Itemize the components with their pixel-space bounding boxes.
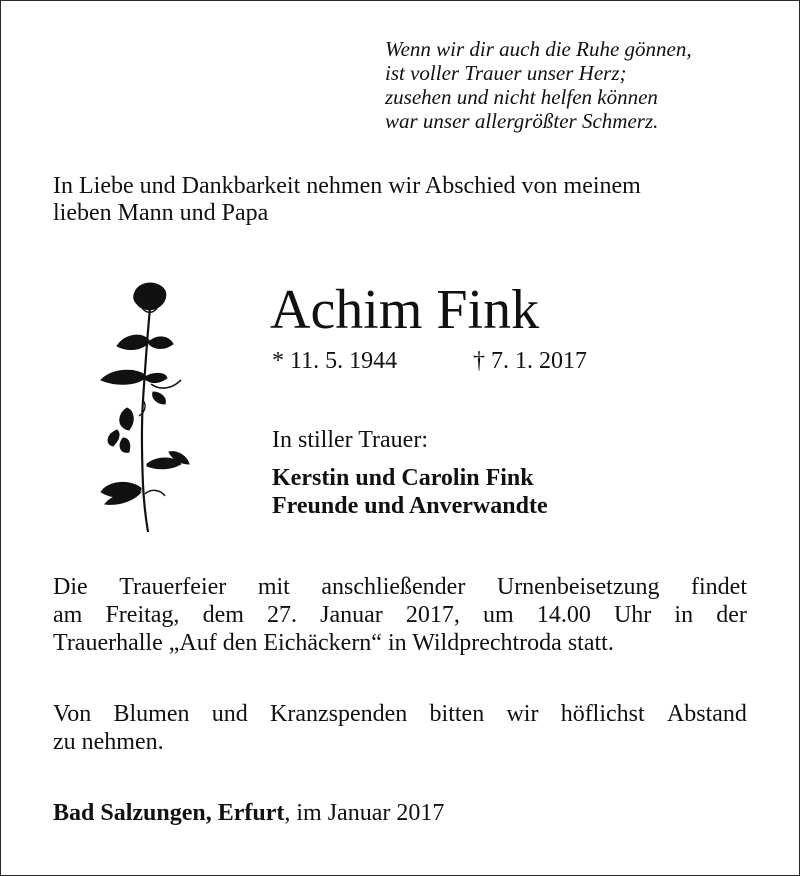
- service-line-1: [53, 573, 747, 601]
- mourning-label: In stiller Trauer:: [272, 427, 428, 453]
- word: der: [716, 602, 747, 628]
- word: am: [53, 602, 83, 628]
- poem: [385, 37, 785, 133]
- closing-line: [53, 798, 444, 828]
- flowers-line-2: zu nehmen.: [53, 729, 164, 755]
- service-announcement: [53, 573, 747, 657]
- flowers-line-1: [53, 700, 747, 728]
- word: 2017,: [405, 602, 460, 628]
- word: in: [674, 602, 694, 628]
- word: um: [483, 602, 514, 628]
- word: bitten: [429, 701, 485, 727]
- word: wir: [506, 701, 539, 727]
- poem-line: war unser allergrößter Schmerz.: [385, 109, 659, 133]
- word: Urnenbeisetzung: [496, 574, 660, 600]
- poem-line: Wenn wir dir auch die Ruhe gönnen,: [385, 37, 692, 61]
- word: Von: [53, 701, 92, 727]
- word: Uhr: [613, 602, 652, 628]
- word: Trauerfeier: [119, 574, 227, 600]
- service-line-3: Trauerhalle „Auf den Eichäckern“ in Wildprechtroda statt.: [53, 630, 614, 656]
- mourners-list: [272, 464, 548, 520]
- mourner-line: Freunde und Anverwandte: [272, 493, 548, 519]
- birth-date: * 11. 5. 1944: [272, 348, 398, 374]
- word: Freitag,: [105, 602, 180, 628]
- word: höflichst: [560, 701, 645, 727]
- death-date: † 7. 1. 2017: [473, 348, 587, 374]
- word: 27.: [267, 602, 298, 628]
- closing-places: Bad Salzungen, Erfurt: [53, 800, 285, 826]
- word: Die: [53, 574, 88, 600]
- flowers-request: [53, 700, 747, 756]
- word: mit: [257, 574, 290, 600]
- closing-date: , im Januar 2017: [284, 800, 445, 826]
- word: Januar: [320, 602, 383, 628]
- word: 14.00: [536, 602, 591, 628]
- deceased-name: Achim Fink: [270, 279, 540, 341]
- poem-line: ist voller Trauer unser Herz;: [385, 61, 627, 85]
- poem-line: zusehen und nicht helfen können: [385, 85, 658, 109]
- word: Blumen: [113, 701, 190, 727]
- mourner-line: Kerstin und Carolin Fink: [272, 465, 534, 491]
- rose-icon: [95, 280, 195, 535]
- word: und: [211, 701, 248, 727]
- word: anschließender: [321, 574, 466, 600]
- word: dem: [202, 602, 244, 628]
- word: Kranzspenden: [270, 701, 408, 727]
- word: findet: [691, 574, 747, 600]
- service-line-2: [53, 601, 747, 629]
- intro-line: In Liebe und Dankbarkeit nehmen wir Abschied von meinem: [53, 173, 641, 199]
- intro-text: [53, 173, 753, 227]
- word: Abstand: [666, 701, 747, 727]
- intro-line: lieben Mann und Papa: [53, 200, 269, 226]
